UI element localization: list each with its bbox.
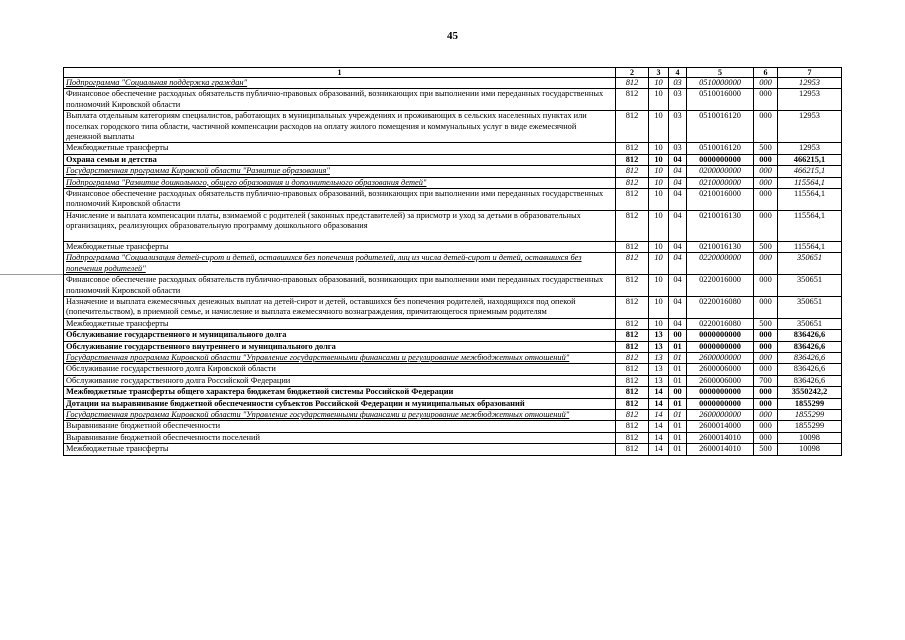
row-name: [64, 330, 616, 341]
row-target-article: 0200000000: [687, 166, 754, 177]
row-target-article: 0210000000: [687, 177, 754, 188]
row-subsection: 00: [669, 387, 687, 398]
row-amount: 115564,1: [778, 177, 842, 188]
row-name: [64, 421, 616, 432]
row-expense-type: 000: [754, 275, 778, 297]
table-row: [64, 241, 842, 252]
row-dept-code: 812: [616, 154, 649, 165]
row-expense-type: 000: [754, 409, 778, 420]
row-name: [64, 296, 616, 318]
row-amount: 466215,1: [778, 166, 842, 177]
row-amount: 115564,1: [778, 210, 842, 241]
table-row: [64, 189, 842, 211]
table-row: [64, 318, 842, 329]
row-amount: 12953: [778, 111, 842, 143]
row-subsection: 04: [669, 318, 687, 329]
row-target-article: 2600014010: [687, 444, 754, 455]
row-name-text: Назначение и выплата ежемесячных денежных выплат на детей-сирот и детей, оставшихся без попечения родителей, находящихся под опекой (попечительством), в приемной семье, и начисление и выплата ежемесячного вознаграждения, причитающегося приемным родителям: [66, 296, 576, 317]
row-name-text: Государственная программа Кировской области "Управление государственными финансами и регулирование межбюджетных отношений": [66, 352, 570, 362]
row-expense-type: 000: [754, 330, 778, 341]
row-target-article: 0220016080: [687, 296, 754, 318]
row-section: 10: [649, 253, 669, 275]
row-amount: 10098: [778, 432, 842, 443]
header-col-5: 5: [687, 68, 754, 78]
row-target-article: 0000000000: [687, 387, 754, 398]
table-row: [64, 78, 842, 89]
row-expense-type: 500: [754, 143, 778, 154]
row-expense-type: 000: [754, 341, 778, 352]
row-name-text: Начисление и выплата компенсации платы, взимаемой с родителей (законных представителей) за присмотр и уход за детьми в образовательных организациях, реализующих образовательную программу дошкольного образования: [66, 210, 581, 231]
row-subsection: 01: [669, 352, 687, 363]
row-amount: 836426,6: [778, 375, 842, 386]
row-name: [64, 375, 616, 386]
row-target-article: 2600000000: [687, 352, 754, 363]
row-name-text: Выплата отдельным категориям специалистов, работающих в муниципальных учреждениях и проживающих в сельских населенных пунктах или поселках городского типа области, частичной компенсации расходов на оплату жилого помещения и коммунальных услуг в виде ежемесячной денежной выплаты: [66, 111, 587, 142]
row-amount: 836426,6: [778, 341, 842, 352]
row-dept-code: 812: [616, 444, 649, 455]
table-row: [64, 111, 842, 143]
row-amount: 1855299: [778, 398, 842, 409]
row-expense-type: 000: [754, 296, 778, 318]
row-target-article: 0210016130: [687, 241, 754, 252]
row-amount: 1855299: [778, 421, 842, 432]
row-name: [64, 275, 616, 297]
row-target-article: 0000000000: [687, 154, 754, 165]
row-name: [64, 89, 616, 111]
row-dept-code: 812: [616, 210, 649, 241]
row-dept-code: 812: [616, 253, 649, 275]
row-name-text: Межбюджетные трансферты: [66, 143, 169, 153]
row-subsection: 04: [669, 189, 687, 211]
table-row: [64, 275, 842, 297]
row-section: 13: [649, 375, 669, 386]
row-name-text: Межбюджетные трансферты: [66, 318, 169, 328]
table-row: [64, 387, 842, 398]
header-col-6: 6: [754, 68, 778, 78]
row-target-article: 2600006000: [687, 375, 754, 386]
row-expense-type: 000: [754, 210, 778, 241]
row-name-text: Финансовое обеспечение расходных обязательств публично-правовых образований, возникающих при выполнении ими переданных государственных полномочий Кировской области: [66, 189, 604, 209]
row-amount: 350651: [778, 318, 842, 329]
row-section: 14: [649, 444, 669, 455]
row-target-article: 2600006000: [687, 364, 754, 375]
table-row: [64, 154, 842, 165]
row-section: 10: [649, 78, 669, 89]
row-name-text: Обслуживание государственного долга Российской Федерации: [66, 375, 291, 385]
row-dept-code: 812: [616, 409, 649, 420]
row-name: [64, 111, 616, 143]
row-dept-code: 812: [616, 432, 649, 443]
row-target-article: 0220000000: [687, 253, 754, 275]
row-section: 10: [649, 166, 669, 177]
table-row: [64, 409, 842, 420]
row-name: [64, 241, 616, 252]
row-target-article: 0210016130: [687, 210, 754, 241]
row-name: [64, 166, 616, 177]
table-row: [64, 444, 842, 455]
page-number: 45: [447, 30, 458, 42]
row-name: [64, 143, 616, 154]
row-name-text: Подпрограмма "Развитие дошкольного, общего образования и дополнительного образования детей": [66, 177, 427, 187]
row-name-text: Финансовое обеспечение расходных обязательств публично-правовых образований, возникающих при выполнении ими переданных государственных полномочий Кировской области: [66, 89, 604, 109]
row-name-text: Государственная программа Кировской области "Управление государственными финансами и регулирование межбюджетных отношений": [66, 409, 570, 419]
row-expense-type: 500: [754, 444, 778, 455]
row-name-text: Межбюджетные трансферты: [66, 241, 169, 251]
row-target-article: 0000000000: [687, 341, 754, 352]
row-dept-code: 812: [616, 166, 649, 177]
header-col-2: 2: [616, 68, 649, 78]
row-subsection: 04: [669, 296, 687, 318]
row-name-text: Выравнивание бюджетной обеспеченности: [66, 421, 221, 431]
row-target-article: 0510016120: [687, 143, 754, 154]
row-dept-code: 812: [616, 296, 649, 318]
row-dept-code: 812: [616, 177, 649, 188]
row-dept-code: 812: [616, 318, 649, 329]
header-col-3: 3: [649, 68, 669, 78]
header-col-7: 7: [778, 68, 842, 78]
row-dept-code: 812: [616, 341, 649, 352]
row-name: [64, 210, 616, 241]
row-dept-code: 812: [616, 111, 649, 143]
row-target-article: 2600014000: [687, 421, 754, 432]
row-name: [64, 409, 616, 420]
row-amount: 115564,1: [778, 189, 842, 211]
row-section: 14: [649, 409, 669, 420]
row-subsection: 03: [669, 111, 687, 143]
row-section: 10: [649, 275, 669, 297]
row-section: 13: [649, 352, 669, 363]
row-subsection: 04: [669, 177, 687, 188]
row-section: 14: [649, 421, 669, 432]
row-name-text: Подпрограмма "Социализация детей-сирот и детей, оставшихся без попечения родителей, лиц из числа детей-сирот и детей, оставшихся без попечения родителей": [66, 253, 582, 273]
table-row: [64, 432, 842, 443]
row-expense-type: 000: [754, 398, 778, 409]
row-subsection: 04: [669, 253, 687, 275]
table-header-row: [64, 68, 842, 78]
row-name-text: Обслуживание государственного и муниципального долга: [66, 330, 287, 340]
row-dept-code: 812: [616, 189, 649, 211]
row-section: 10: [649, 189, 669, 211]
budget-table: [63, 67, 842, 456]
row-expense-type: 000: [754, 421, 778, 432]
row-subsection: 03: [669, 143, 687, 154]
row-dept-code: 812: [616, 241, 649, 252]
table-row: [64, 210, 842, 241]
row-name: [64, 398, 616, 409]
row-expense-type: 000: [754, 352, 778, 363]
row-section: 14: [649, 398, 669, 409]
row-name-text: Государственная программа Кировской области "Развитие образования": [66, 166, 330, 176]
row-amount: 836426,6: [778, 364, 842, 375]
row-amount: 10098: [778, 444, 842, 455]
row-subsection: 01: [669, 421, 687, 432]
table-row: [64, 166, 842, 177]
row-subsection: 01: [669, 409, 687, 420]
row-name: [64, 177, 616, 188]
row-dept-code: 812: [616, 143, 649, 154]
row-section: 10: [649, 210, 669, 241]
row-section: 10: [649, 89, 669, 111]
table-row: [64, 253, 842, 275]
row-section: 10: [649, 296, 669, 318]
row-section: 14: [649, 432, 669, 443]
row-target-article: 0510016000: [687, 89, 754, 111]
row-section: 10: [649, 143, 669, 154]
row-expense-type: 500: [754, 241, 778, 252]
row-dept-code: 812: [616, 330, 649, 341]
row-amount: 350651: [778, 253, 842, 275]
row-amount: 12953: [778, 143, 842, 154]
row-target-article: 0210016000: [687, 189, 754, 211]
row-section: 13: [649, 364, 669, 375]
scan-artifact-line: [0, 274, 70, 275]
header-col-1: 1: [64, 68, 616, 78]
row-amount: 836426,6: [778, 352, 842, 363]
table-row: [64, 143, 842, 154]
row-subsection: 01: [669, 341, 687, 352]
row-name-text: Финансовое обеспечение расходных обязательств публично-правовых образований, возникающих при выполнении ими переданных государственных полномочий Кировской области: [66, 275, 604, 295]
row-subsection: 03: [669, 89, 687, 111]
row-subsection: 01: [669, 375, 687, 386]
row-expense-type: 000: [754, 89, 778, 111]
row-name-text: Межбюджетные трансферты: [66, 444, 169, 454]
row-name-text: Охрана семьи и детства: [66, 154, 157, 164]
row-amount: 3550242,2: [778, 387, 842, 398]
row-subsection: 01: [669, 444, 687, 455]
table-row: [64, 352, 842, 363]
row-name: [64, 444, 616, 455]
table-row: [64, 341, 842, 352]
row-amount: 12953: [778, 78, 842, 89]
row-name: [64, 78, 616, 89]
row-target-article: 0220016080: [687, 318, 754, 329]
row-name: [64, 253, 616, 275]
row-expense-type: 000: [754, 78, 778, 89]
table-row: [64, 296, 842, 318]
row-expense-type: 000: [754, 253, 778, 275]
row-name: [64, 364, 616, 375]
row-name: [64, 341, 616, 352]
row-section: 10: [649, 111, 669, 143]
row-section: 10: [649, 154, 669, 165]
row-name-text: Обслуживание государственного долга Кировской области: [66, 364, 276, 374]
row-amount: 1855299: [778, 409, 842, 420]
row-subsection: 04: [669, 275, 687, 297]
row-name: [64, 318, 616, 329]
table-row: [64, 330, 842, 341]
row-dept-code: 812: [616, 421, 649, 432]
row-dept-code: 812: [616, 375, 649, 386]
row-dept-code: 812: [616, 78, 649, 89]
row-expense-type: 000: [754, 111, 778, 143]
row-dept-code: 812: [616, 352, 649, 363]
row-expense-type: 000: [754, 387, 778, 398]
row-section: 10: [649, 177, 669, 188]
row-expense-type: 000: [754, 166, 778, 177]
row-subsection: 01: [669, 432, 687, 443]
row-expense-type: 700: [754, 375, 778, 386]
row-name: [64, 387, 616, 398]
row-expense-type: 000: [754, 177, 778, 188]
row-subsection: 04: [669, 210, 687, 241]
row-amount: 115564,1: [778, 241, 842, 252]
row-expense-type: 000: [754, 364, 778, 375]
row-target-article: 2600000000: [687, 409, 754, 420]
row-subsection: 04: [669, 154, 687, 165]
row-name: [64, 154, 616, 165]
row-name-text: Дотации на выравнивание бюджетной обеспеченности субъектов Российской Федерации и муниципальных образований: [66, 398, 525, 408]
row-section: 10: [649, 318, 669, 329]
row-name: [64, 432, 616, 443]
row-section: 14: [649, 387, 669, 398]
row-section: 13: [649, 330, 669, 341]
row-amount: 466215,1: [778, 154, 842, 165]
row-subsection: 01: [669, 398, 687, 409]
row-amount: 12953: [778, 89, 842, 111]
table-row: [64, 364, 842, 375]
row-expense-type: 000: [754, 432, 778, 443]
row-expense-type: 000: [754, 154, 778, 165]
row-target-article: 0510016120: [687, 111, 754, 143]
row-dept-code: 812: [616, 364, 649, 375]
row-name-text: Обслуживание государственного внутреннего и муниципального долга: [66, 341, 336, 351]
row-target-article: 2600014010: [687, 432, 754, 443]
row-amount: 836426,6: [778, 330, 842, 341]
row-name-text: Межбюджетные трансферты общего характера бюджетам бюджетной системы Российской Федерации: [66, 387, 454, 397]
row-subsection: 01: [669, 364, 687, 375]
row-subsection: 04: [669, 241, 687, 252]
table-row: [64, 177, 842, 188]
row-target-article: 0510000000: [687, 78, 754, 89]
row-dept-code: 812: [616, 89, 649, 111]
row-amount: 350651: [778, 296, 842, 318]
row-subsection: 00: [669, 330, 687, 341]
row-subsection: 04: [669, 166, 687, 177]
row-target-article: 0000000000: [687, 398, 754, 409]
row-name-text: Подпрограмма "Социальная поддержка граждан": [66, 78, 248, 87]
row-dept-code: 812: [616, 387, 649, 398]
row-name-text: Выравнивание бюджетной обеспеченности поселений: [66, 432, 260, 442]
table-row: [64, 89, 842, 111]
row-target-article: 0220016000: [687, 275, 754, 297]
row-subsection: 03: [669, 78, 687, 89]
row-section: 10: [649, 241, 669, 252]
row-expense-type: 000: [754, 189, 778, 211]
row-amount: 350651: [778, 275, 842, 297]
row-target-article: 0000000000: [687, 330, 754, 341]
row-name: [64, 189, 616, 211]
row-name: [64, 352, 616, 363]
row-dept-code: 812: [616, 398, 649, 409]
table-row: [64, 398, 842, 409]
row-dept-code: 812: [616, 275, 649, 297]
row-expense-type: 500: [754, 318, 778, 329]
table-row: [64, 375, 842, 386]
row-section: 13: [649, 341, 669, 352]
header-col-4: 4: [669, 68, 687, 78]
table-row: [64, 421, 842, 432]
